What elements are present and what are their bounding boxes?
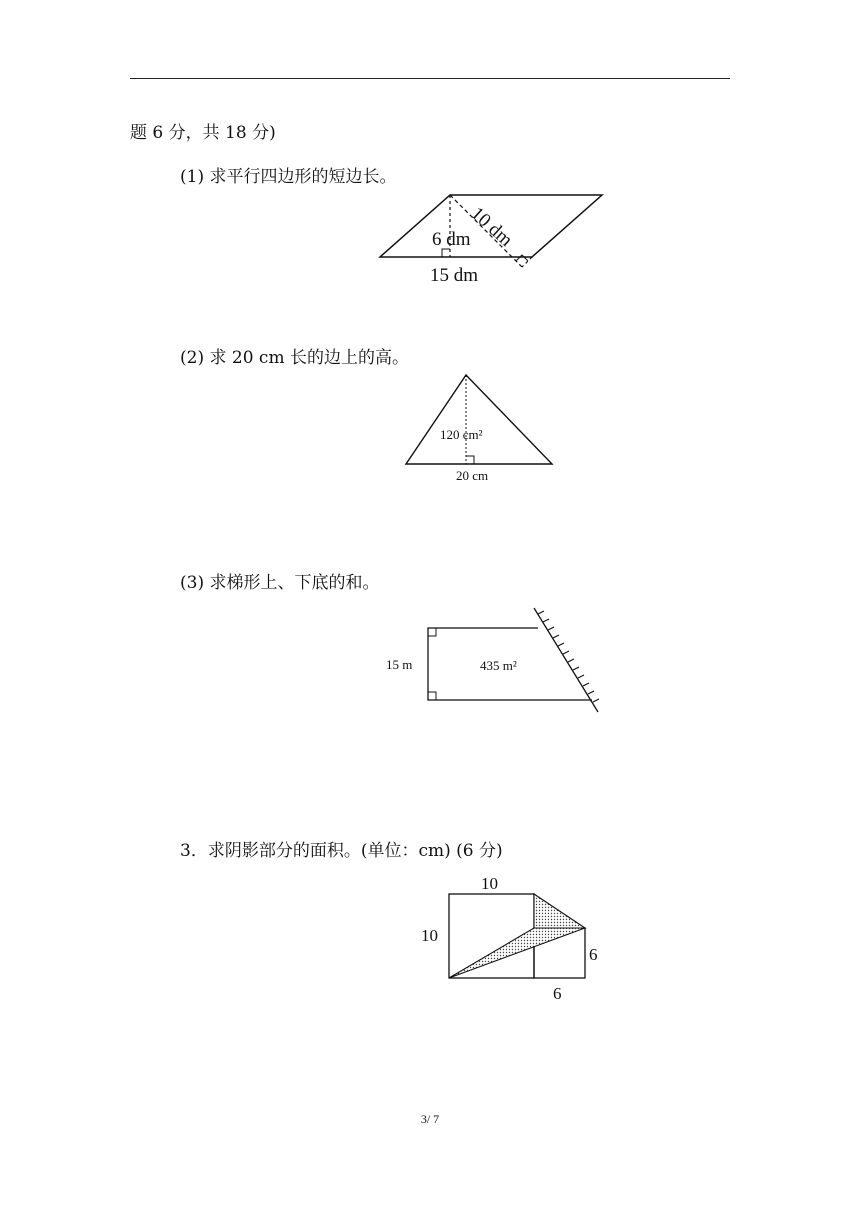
question-2-prompt: (2) 求 20 cm 长的边上的高。 (180, 348, 409, 368)
shaded-area-figure (415, 870, 610, 1005)
shaded-triangle-upper (534, 894, 585, 928)
right-angle-mark-2 (516, 255, 528, 261)
page-number: 3/ 7 (420, 1112, 440, 1126)
label-diagonal: 10 dm (466, 203, 517, 251)
right-angle-mark (466, 456, 474, 464)
label-base: 20 cm (456, 468, 489, 483)
question-3-prompt: (3) 求梯形上、下底的和。 (180, 573, 380, 593)
slanted-side (534, 608, 598, 712)
label-right: 6 (589, 945, 598, 964)
label-left: 10 (421, 926, 438, 945)
label-side: 15 m (386, 657, 413, 672)
parallelogram-figure (370, 185, 620, 290)
triangle-shape (406, 375, 552, 464)
label-height: 6 dm (432, 229, 471, 250)
label-area: 435 m² (480, 658, 517, 673)
label-area: 120 cm² (440, 427, 483, 442)
label-base: 15 dm (430, 265, 479, 286)
question-1-prompt: (1) 求平行四边形的短边长。 (180, 167, 397, 187)
right-angle-mark (442, 249, 450, 257)
triangle-figure (400, 368, 565, 490)
label-top: 10 (481, 874, 498, 893)
right-angle-mark-top (428, 628, 436, 636)
right-angle-mark-bottom (428, 692, 436, 700)
hatch-marks (538, 611, 599, 702)
extension-line (522, 257, 532, 267)
section-heading: 题 6 分，共 18 分) (130, 123, 276, 143)
problem-3-prompt: 3．求阴影部分的面积。(单位：cm) (6 分) (180, 841, 503, 861)
shaded-triangle-lower (449, 928, 585, 978)
trapezoid-figure (380, 600, 605, 718)
header-rule (130, 78, 730, 79)
label-bottom: 6 (553, 984, 562, 1003)
